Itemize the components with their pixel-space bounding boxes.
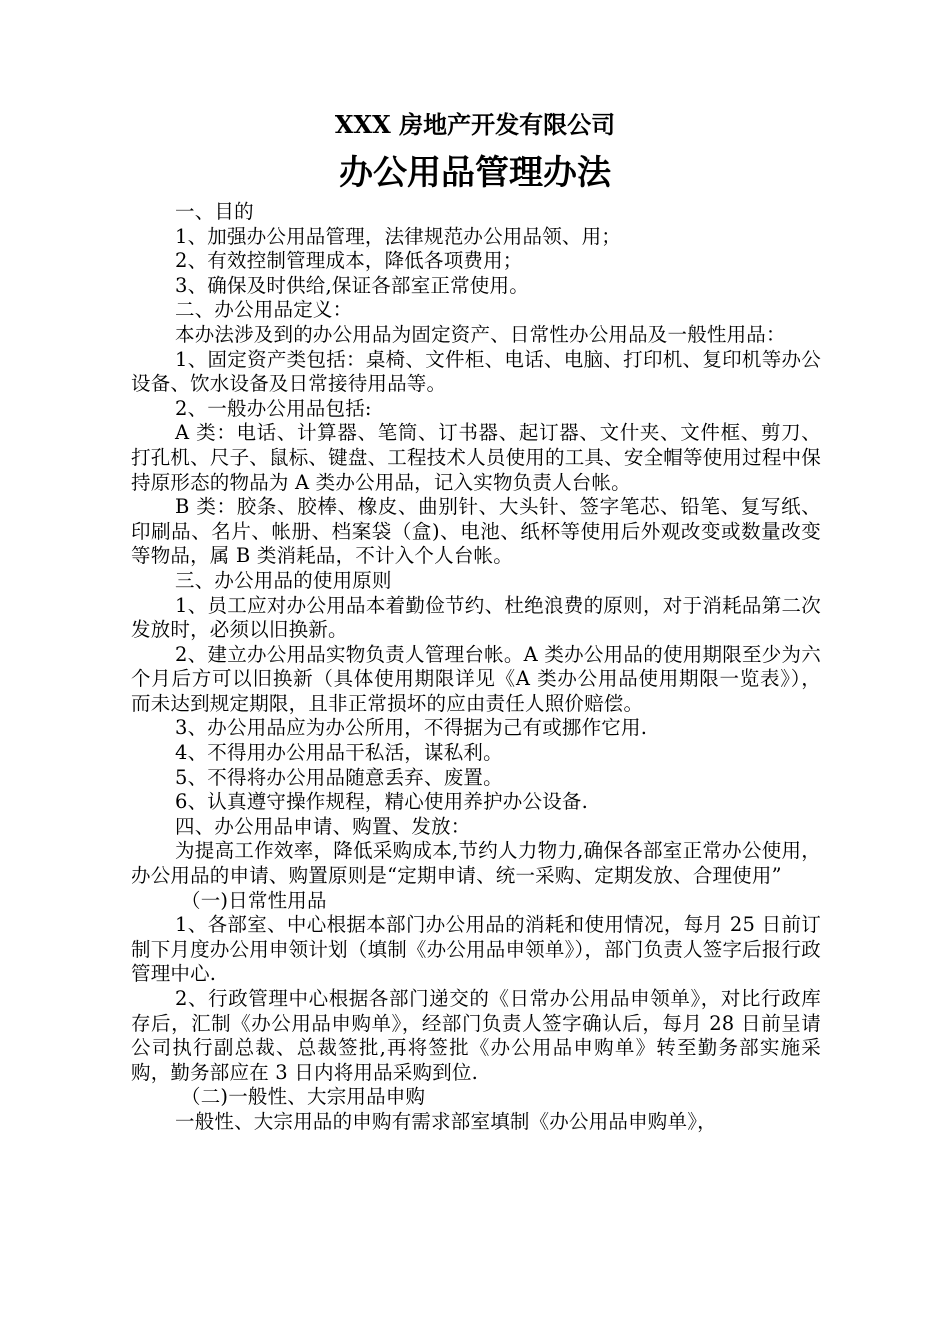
subsection-daily-supplies: （一)日常性用品 xyxy=(181,888,327,912)
purpose-item-1: 1、加强办公用品管理，法律规范办公用品领、用； xyxy=(175,224,622,248)
usage-item-1: 1、员工应对办公用品本着勤俭节约、杜绝浪费的原则，对于消耗品第二次发放时，必须以旧换新。 xyxy=(131,593,821,642)
usage-item-2: 2、建立办公用品实物负责人管理台帐。A 类办公用品的使用期限至少为六个月后方可以旧换新（具体使用期限详见《A 类办公用品使用期限一览表》），而未达到规定期限，且非正常损坏的应由责任人照价赔偿。 xyxy=(131,642,821,715)
definition-item-2: 2、一般办公用品包括: xyxy=(175,396,372,420)
usage-item-6: 6、认真遵守操作规程，精心使用养护办公设备. xyxy=(175,790,589,814)
definition-intro: 本办法涉及到的办公用品为固定资产、日常性办公用品及一般性用品： xyxy=(175,322,786,346)
section-heading-definition: 二、办公用品定义： xyxy=(175,298,353,322)
category-b: B 类：胶条、胶棒、橡皮、曲别针、大头针、签字笔芯、铅笔、复写纸、印刷品、名片、帐册、档案袋（盒)、电池、纸杯等使用后外观改变或数量改变等物品，属 B 类消耗品，不计入个人台帐。 xyxy=(131,495,821,568)
procurement-intro: 为提高工作效率，降低采购成本,节约人力物力,确保各部室正常办公使用，办公用品的申请、购置原则是“定期申请、统一采购、定期发放、合理使用” xyxy=(131,839,821,888)
definition-item-1: 1、固定资产类包括：桌椅、文件柜、电话、电脑、打印机、复印机等办公设备、饮水设备及日常接待用品等。 xyxy=(131,347,821,396)
usage-item-3: 3、办公用品应为办公所用，不得据为己有或挪作它用. xyxy=(175,716,648,740)
purpose-item-2: 2、有效控制管理成本，降低各项费用； xyxy=(175,249,523,273)
section-heading-purpose: 一、目的 xyxy=(175,200,254,223)
subsection-bulk-supplies: （二)一般性、大宗用品申购 xyxy=(181,1085,426,1109)
category-a: A 类：电话、计算器、笔筒、订书器、起订器、文什夹、文件框、剪刀、打孔机、尺子、鼠标、键盘、工程技术人员使用的工具、安全帽等使用过程中保持原形态的物品为 A 类办公用品，记入实物负责人台帐。 xyxy=(131,421,821,494)
bulk-item-1: 一般性、大宗用品的申购有需求部室填制《办公用品申购单》， xyxy=(175,1109,717,1133)
company-name: XXX 房地产开发有限公司 xyxy=(334,110,616,139)
usage-item-4: 4、不得用办公用品干私活，谋私利。 xyxy=(175,741,503,765)
section-heading-usage: 三、办公用品的使用原则 xyxy=(175,568,392,592)
purpose-item-3: 3、确保及时供给,保证各部室正常使用。 xyxy=(175,273,529,297)
document-title: 办公用品管理办法 xyxy=(339,153,611,193)
section-heading-procurement: 四、办公用品申请、购置、发放： xyxy=(175,814,471,838)
daily-item-1: 1、各部室、中心根据本部门办公用品的消耗和使用情况，每月 25 日前订制下月度办公用申领计划（填制《办公用品申领单》），部门负责人签字后报行政管理中心. xyxy=(131,913,821,986)
daily-item-2: 2、行政管理中心根据各部门递交的《日常办公用品申领单》，对比行政库存后，汇制《办公用品申购单》，经部门负责人签字确认后，每月 28 日前呈请公司执行副总裁、总裁签批,再将签批《办公用品申购单》转至勤务部实施采购，勤务部应在 3 日内将用品采购到位. xyxy=(131,987,821,1084)
document-body xyxy=(131,200,821,1135)
usage-item-5: 5、不得将办公用品随意丢弃、废置。 xyxy=(175,765,503,789)
